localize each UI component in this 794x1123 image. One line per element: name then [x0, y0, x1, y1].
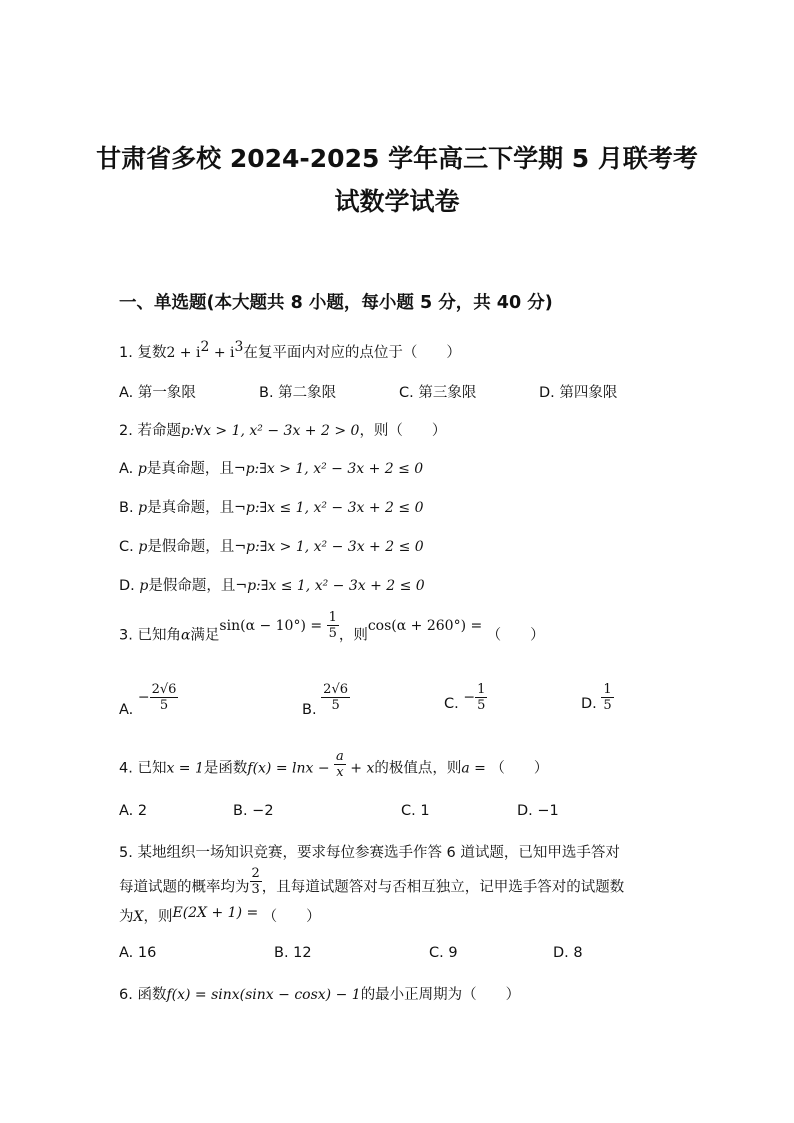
q3-option-c-den: 5	[477, 698, 486, 713]
question-2	[119, 419, 446, 440]
q3-prefix: 3. 已知角	[119, 627, 181, 644]
q3-cond-fraction	[327, 610, 339, 641]
q3-option-b-fraction	[321, 682, 350, 713]
q3-option-b	[302, 682, 350, 718]
q5-var: X	[133, 909, 144, 925]
q4-suffix: （ ）	[490, 760, 549, 777]
q5-frac-num: 2	[251, 866, 260, 881]
q4-func-num: a	[336, 749, 344, 764]
q5-option-d: D. 8	[553, 945, 583, 961]
q5-option-b: B. 12	[274, 945, 312, 961]
q3-option-c-fraction	[475, 682, 487, 713]
q4-func: f(x) = lnx −	[247, 760, 335, 777]
q4-func-den: x	[336, 765, 344, 780]
q2-option-a-label: A.	[119, 461, 134, 477]
q3-cond-den: 5	[328, 626, 337, 641]
q1-math: 2 + i	[166, 345, 201, 361]
q2-option-c-p: p	[138, 539, 148, 555]
q3-option-c-sign: −	[463, 689, 476, 706]
question-1	[119, 341, 461, 362]
q2-option-c-label: C.	[119, 539, 134, 555]
q4-prefix: 4. 已知	[119, 760, 167, 777]
q4-option-c: C. 1	[401, 803, 430, 819]
q1-plus: + i	[209, 345, 235, 361]
q2-option-b-text: 是真命题，且	[147, 500, 235, 516]
q3-suffix: （ ）	[486, 627, 545, 644]
q5-frac-den: 3	[251, 882, 260, 897]
q3-cond: sin(α − 10°) =	[219, 617, 327, 634]
q3-then: ，则	[338, 627, 368, 644]
exam-title-line1: 甘肃省多校 2024-2025 学年高三下学期 5 月联考考	[96, 144, 698, 173]
q5-line3-prefix: 为	[119, 909, 134, 925]
q2-option-b-p: p	[138, 500, 148, 516]
q3-option-b-label: B.	[302, 701, 317, 718]
q3-option-a-sign: −	[137, 689, 150, 706]
exam-title-line2: 试数学试卷	[334, 187, 460, 216]
q5-option-a: A. 16	[119, 945, 157, 961]
q5-line2-suffix: ，且每道试题答对与否相互独立，记甲选手答对的试题数	[261, 879, 625, 896]
q3-option-a-den: 5	[159, 698, 169, 713]
q4-option-a: A. 2	[119, 803, 148, 819]
q2-option-c-text: 是假命题，且	[147, 539, 235, 555]
q3-option-d-fraction	[601, 682, 613, 713]
q2-option-a	[119, 457, 423, 478]
q6-prefix: 6. 函数	[119, 987, 167, 1003]
q5-line1: 5. 某地组织一场知识竞赛，要求每位参赛选手作答 6 道试题，已知甲选手答对	[119, 845, 620, 861]
q3-option-a-fraction	[150, 682, 179, 713]
q3-mid: 满足	[190, 627, 220, 644]
q3-option-b-num: 2√6	[323, 682, 348, 697]
q2-option-d	[119, 574, 425, 595]
q2-option-b-math: ¬p:∃x ≤ 1, x² − 3x + 2 ≤ 0	[234, 500, 424, 516]
q3-option-d-den: 5	[603, 698, 612, 713]
q5-line2	[119, 866, 625, 903]
q6-suffix: 的最小正周期为（ ）	[360, 987, 521, 1003]
q3-option-d-label: D.	[581, 695, 597, 712]
q4-option-d: D. −1	[517, 803, 559, 819]
q4-cond: x = 1	[166, 760, 204, 777]
q3-option-d	[581, 682, 614, 713]
q4-mid: 是函数	[203, 760, 248, 777]
q3-option-d-num: 1	[603, 682, 612, 697]
q1-sup2: 3	[234, 339, 244, 355]
q2-option-d-label: D.	[119, 578, 135, 594]
q5-expr: E(2X + 1) =	[172, 905, 263, 921]
q5-line2-prefix: 每道试题的概率均为	[119, 879, 250, 896]
q5-option-c: C. 9	[429, 945, 458, 961]
q2-option-d-math: ¬p:∃x ≤ 1, x² − 3x + 2 ≤ 0	[235, 578, 425, 594]
q2-option-d-text: 是假命题，且	[148, 578, 236, 594]
q3-option-c	[444, 682, 487, 713]
question-3	[119, 610, 545, 651]
q4-func-tail: + x	[345, 760, 375, 777]
q3-option-a-label: A.	[119, 701, 134, 718]
q3-option-c-num: 1	[477, 682, 486, 697]
q2-option-a-p: p	[137, 461, 147, 477]
q2-option-a-text: 是真命题，且	[146, 461, 234, 477]
q3-option-a	[119, 682, 178, 718]
q1-option-a: A. 第一象限	[119, 385, 196, 401]
question-6	[119, 983, 520, 1004]
q5-line3-suffix: （ ）	[262, 909, 321, 925]
q1-option-b: B. 第二象限	[259, 385, 337, 401]
q6-func: f(x) = sinx(sinx − cosx) − 1	[166, 987, 361, 1003]
q2-option-c-math: ¬p:∃x > 1, x² − 3x + 2 ≤ 0	[234, 539, 424, 555]
section-heading: 一、单选题(本大题共 8 小题，每小题 5 分，共 40 分)	[119, 293, 553, 313]
q2-option-b	[119, 496, 424, 517]
q2-option-c	[119, 535, 424, 556]
q2-option-d-p: p	[139, 578, 149, 594]
q3-ask: cos(α + 260°) =	[367, 617, 487, 634]
q1-prefix: 1. 复数	[119, 345, 167, 361]
q4-option-b: B. −2	[233, 803, 274, 819]
q2-option-a-math: ¬p:∃x > 1, x² − 3x + 2 ≤ 0	[233, 461, 424, 477]
q1-sup1: 2	[200, 339, 210, 355]
q3-option-a-num: 2√6	[151, 682, 177, 697]
q5-line3	[119, 905, 321, 926]
q1-option-c: C. 第三象限	[399, 385, 477, 401]
q3-alpha: α	[180, 627, 191, 644]
q3-option-b-den: 5	[331, 698, 340, 713]
q3-cond-num: 1	[328, 610, 337, 625]
q2-suffix: ，则（ ）	[359, 423, 447, 439]
q2-option-b-label: B.	[119, 500, 134, 516]
q4-then: 的极值点，则	[374, 760, 462, 777]
q4-ask: a =	[461, 760, 491, 777]
q5-line3-mid: ，则	[143, 909, 173, 925]
q3-option-c-label: C.	[444, 695, 459, 712]
q5-fraction	[250, 866, 262, 897]
q2-math: p:∀x > 1, x² − 3x + 2 > 0	[180, 423, 360, 439]
q4-func-fraction	[334, 749, 346, 780]
q2-prefix: 2. 若命题	[119, 423, 181, 439]
q1-option-d: D. 第四象限	[539, 385, 618, 401]
q1-suffix: 在复平面内对应的点位于（ ）	[243, 345, 461, 361]
question-4	[119, 749, 549, 784]
